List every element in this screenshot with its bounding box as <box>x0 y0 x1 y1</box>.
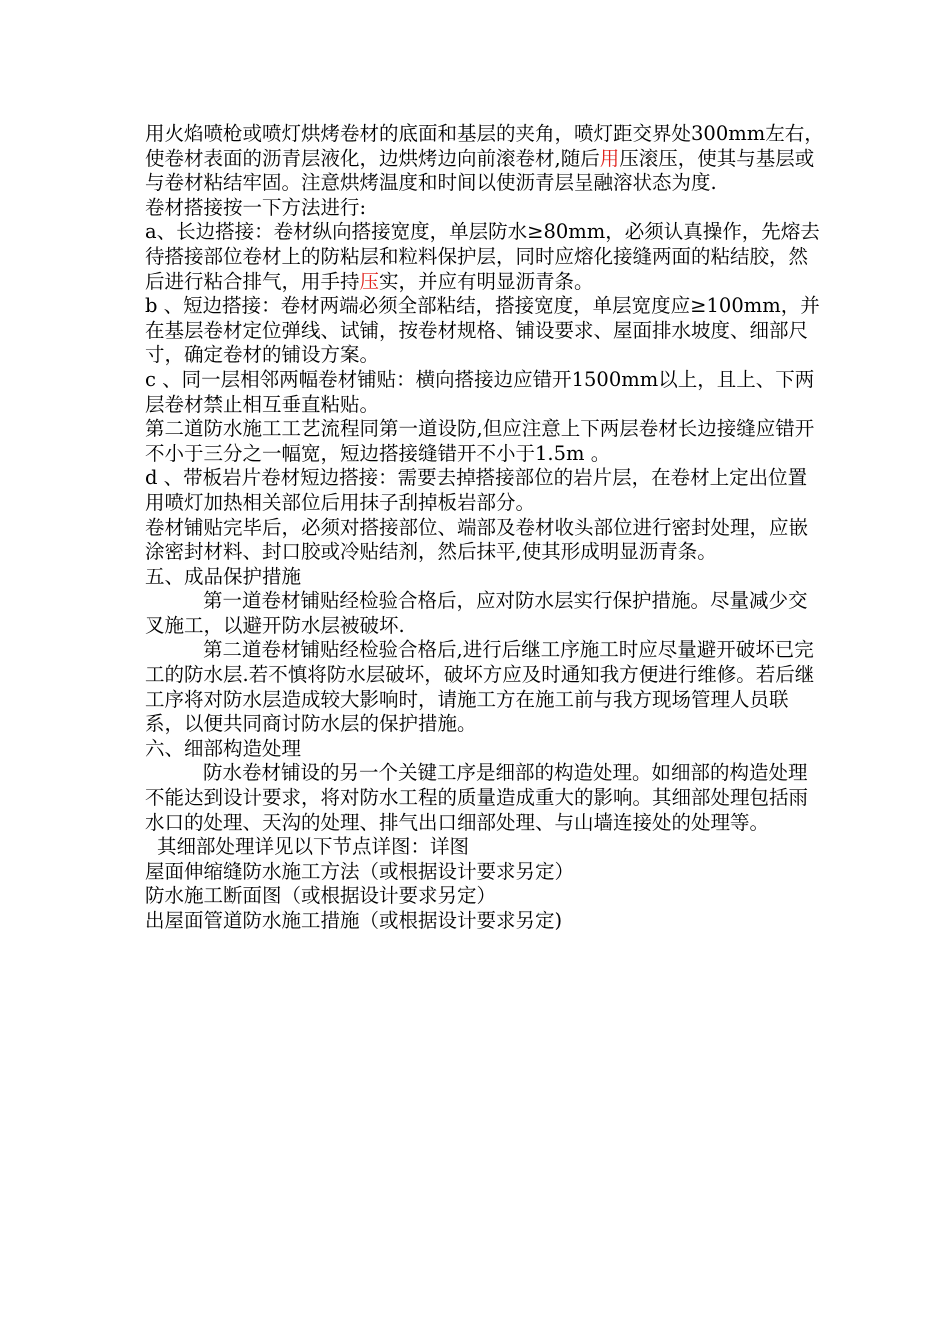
list-item-section-drawing: 防水施工断面图（或根据设计要求另定） <box>145 884 497 908</box>
paragraph-long-edge-lap <box>145 220 825 294</box>
text-run: 实，并应有明显沥青条。 <box>379 269 594 293</box>
section-heading-protection: 五、成品保护措施 <box>145 564 302 588</box>
paragraph-short-edge-lap: b 、短边搭接：卷材两端必须全部粘结，搭接宽度，单层宽度应≥100mm，并在基层卷材定位弹线、试铺，按卷材规格、铺设要求、屋面排水坡度、细部尺寸，确定卷材的铺设方案。 <box>145 294 820 367</box>
paragraph-second-layer-protection: 第二道卷材铺贴经检验合格后,进行后继工序施工时应尽量避开破坏已完工的防水层.若不慎将防水层破坏，破坏方应及时通知我方便进行维修。若后继工序将对防水层造成较大影响时，请施工方在施工前与我方现场管理人员联系，以便共同商讨防水层的保护措施。 <box>145 638 815 736</box>
paragraph-lap-methods-intro: 卷材搭接按一下方法进行: <box>145 195 367 219</box>
paragraph-slate-rolls: d 、带板岩片卷材短边搭接：需要去掉搭接部位的岩片层，在卷材上定出位置用喷灯加热相关部位后用抹子刮掉板岩部分。 <box>145 466 808 514</box>
document-body <box>145 122 825 934</box>
paragraph-torch-baking <box>145 122 825 196</box>
list-item-pipe-penetration: 出屋面管道防水施工措施（或根据设计要求另定) <box>145 909 563 932</box>
paragraph-first-layer-protection: 第一道卷材铺贴经检验合格后，应对防水层实行保护措施。尽量减少交叉施工，以避开防水层被破坏. <box>145 589 808 637</box>
text-run: 压滚压，使其与基层或与卷材粘结牢固。注意烘烤温度和时间以使沥青层呈融溶状态为度. <box>145 146 815 195</box>
paragraph-adjacent-rolls: c 、同一层相邻两幅卷材铺贴：横向搭接边应错开1500mm以上，且上、下两层卷材禁止相互垂直粘贴。 <box>145 367 815 416</box>
section-heading-details: 六、细部构造处理 <box>145 736 302 760</box>
list-item-expansion-joint: 屋面伸缩缝防水施工方法（或根据设计要求另定） <box>145 859 575 883</box>
text-run: a、长边搭接：卷材纵向搭接宽度，单层防水≥80mm，必须认真操作，先熔去待搭接部位卷材上的防粘层和粒料保护层，同时应熔化接缝两面的粘结胶，然后进行粘合排气，用手持 <box>145 220 820 293</box>
highlighted-char: 用 <box>599 146 620 170</box>
highlighted-char: 压 <box>359 269 380 293</box>
paragraph-sealing: 卷材铺贴完毕后，必须对搭接部位、端部及卷材收头部位进行密封处理，应嵌涂密封材料、封口胶或冷贴结剂，然后抹平,使其形成明显沥青条。 <box>145 515 809 564</box>
paragraph-detail-treatment: 防水卷材铺设的另一个关键工序是细部的构造处理。如细部的构造处理不能达到设计要求，将对防水工程的质量造成重大的影响。其细部处理包括雨水口的处理、天沟的处理、排气出口细部处理、与山墙连接处的处理等。 <box>145 761 809 834</box>
paragraph-detail-drawings: 其细部处理详见以下节点详图：详图 <box>157 835 470 859</box>
paragraph-second-layer-process: 第二道防水施工工艺流程同第一道设防,但应注意上下两层卷材长边接缝应错开不小于三分之一幅宽，短边搭接缝错开不小于1.5m 。 <box>145 417 815 465</box>
text-run: 用火焰喷枪或喷灯烘烤卷材的底面和基层的夹角，喷灯距交界处300mm左右，使卷材表面的沥青层液化，边烘烤边向前滚卷材,随后 <box>145 122 824 170</box>
